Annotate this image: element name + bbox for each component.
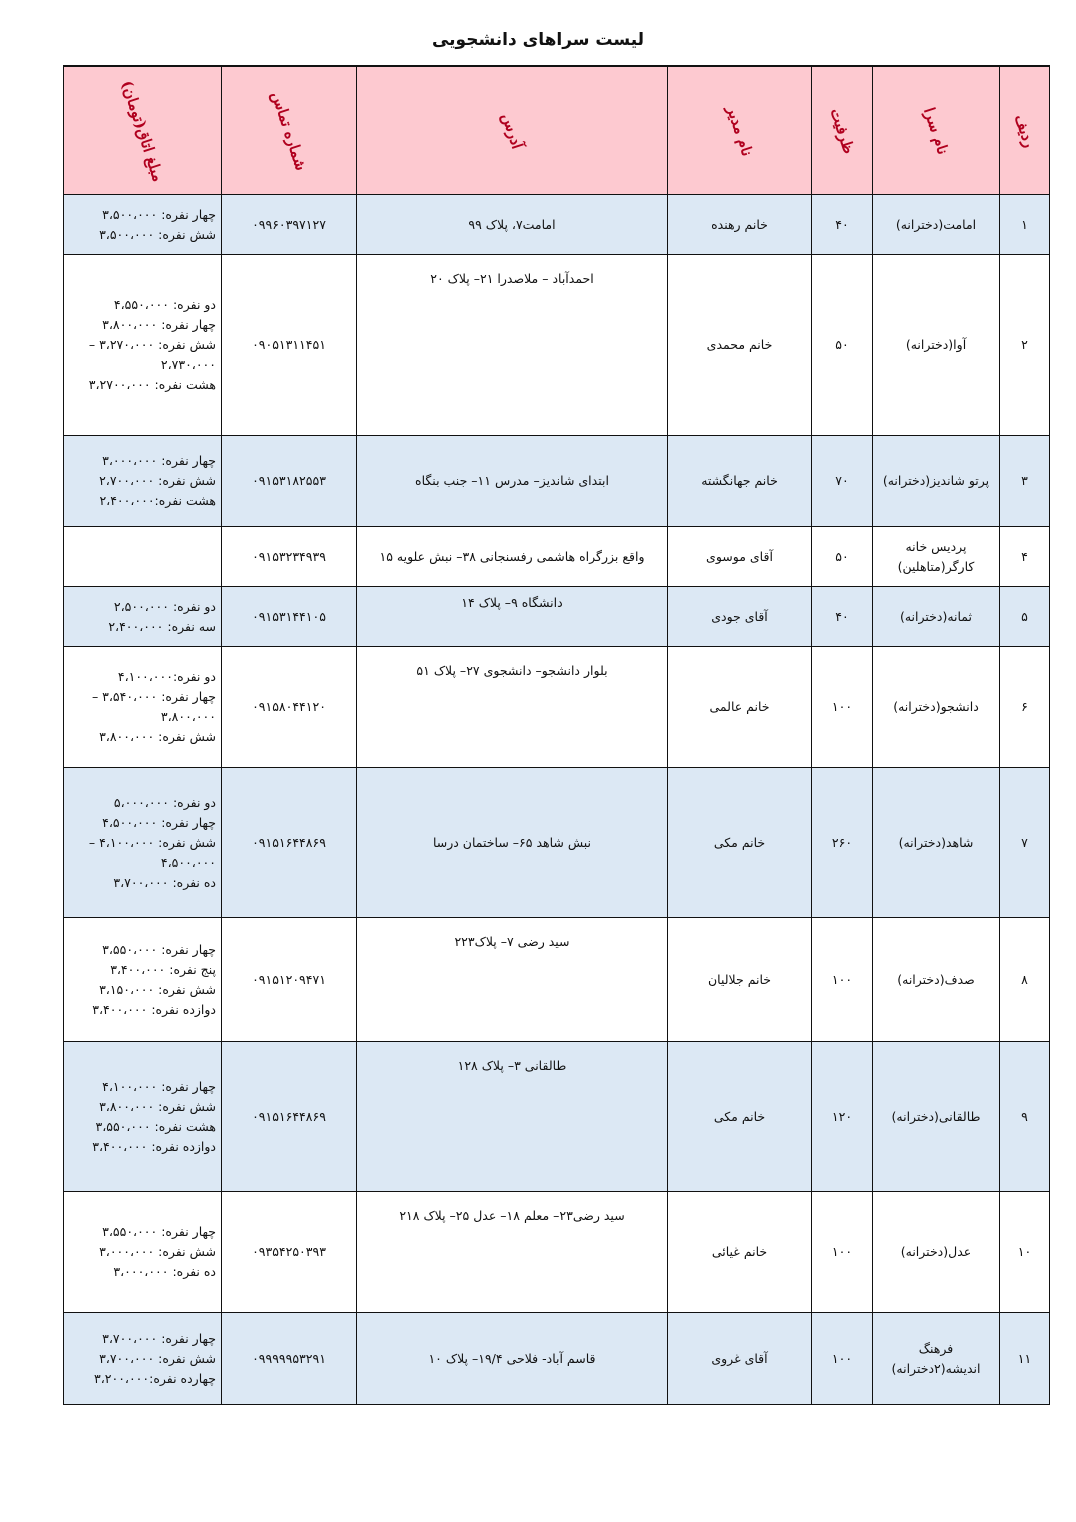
manager-cell: آقای موسوی	[668, 527, 812, 587]
row-number-cell: ۸	[1000, 918, 1050, 1042]
hostel-name-cell: طالقانی(دخترانه)	[873, 1042, 1000, 1192]
header-name-cell	[873, 66, 1000, 195]
price-cell	[64, 1042, 222, 1192]
manager-cell: آقای غروی	[668, 1313, 812, 1405]
price-line: چهار نفره: ۳،۵۴۰،۰۰۰ –	[91, 689, 216, 704]
price-line: شش نفره: ۳،۸۰۰،۰۰۰	[99, 1098, 216, 1114]
price-line: شش نفره: ۳،۷۰۰،۰۰۰	[99, 1350, 216, 1366]
row-number-cell: ۳	[1000, 436, 1050, 527]
table-row	[64, 195, 1050, 255]
phone-cell: ۰۹۹۹۹۹۵۳۲۹۱	[222, 1313, 357, 1405]
phone-cell: ۰۹۰۵۱۳۱۱۴۵۱	[222, 255, 357, 436]
header-address: آدرس	[497, 110, 527, 151]
hostel-name-cell: پرتو شاندیز(دخترانه)	[873, 436, 1000, 527]
address-cell: احمدآباد – ملاصدرا ۲۱– پلاک ۲۰	[357, 255, 668, 436]
address-cell: ابتدای شاندیز– مدرس ۱۱– جنب بنگاه	[357, 436, 668, 527]
page-title: لیست سراهای دانشجویی	[431, 30, 645, 50]
capacity-cell: ۱۰۰	[812, 647, 873, 768]
price-line: ده نفره: ۳،۰۰۰،۰۰۰	[113, 1264, 216, 1279]
price-line: چهار نفره: ۳،۵۵۰،۰۰۰	[102, 941, 216, 957]
phone-cell: ۰۹۱۵۳۲۳۴۹۳۹	[222, 527, 357, 587]
price-line: شش نفره: ۴،۱۰۰،۰۰۰ –	[88, 834, 216, 850]
table-row	[64, 768, 1050, 918]
table-row	[64, 1192, 1050, 1313]
row-number-cell: ۱۰	[1000, 1192, 1050, 1313]
row-number-cell: ۹	[1000, 1042, 1050, 1192]
hostel-name-cell: آوا(دخترانه)	[873, 255, 1000, 436]
price-line: شش نفره: ۳،۰۰۰،۰۰۰	[99, 1244, 216, 1259]
row-number-cell: ۶	[1000, 647, 1050, 768]
price-line: دوازده نفره: ۳،۴۰۰،۰۰۰	[92, 1001, 216, 1017]
price-line: چهار نفره: ۳،۵۵۰،۰۰۰	[102, 1224, 216, 1239]
price-line: دو نفره:۴،۱۰۰،۰۰۰	[117, 669, 216, 684]
hostel-name-cell: دانشجو(دخترانه)	[873, 647, 1000, 768]
row-number-cell: ۲	[1000, 255, 1050, 436]
address-cell: سید رضی۲۳– معلم ۱۸– عدل ۲۵– پلاک ۲۱۸	[357, 1192, 668, 1313]
manager-cell: خانم مکی	[668, 1042, 812, 1192]
table-row	[64, 1042, 1050, 1192]
price-line: چهار نفره: ۴،۱۰۰،۰۰۰	[102, 1078, 216, 1094]
row-number-cell: ۵	[1000, 587, 1050, 647]
table-row	[64, 918, 1050, 1042]
table-body	[64, 195, 1050, 1405]
header-capacity: ظرفیت	[826, 105, 858, 156]
address-cell: طالقانی ۳– پلاک ۱۲۸	[357, 1042, 668, 1192]
capacity-cell: ۱۲۰	[812, 1042, 873, 1192]
hostels-table	[63, 65, 1050, 1405]
manager-cell: خانم جهانگشته	[668, 436, 812, 527]
header-manager: نام مدیر	[722, 103, 757, 158]
manager-cell: خانم مکی	[668, 768, 812, 918]
hostel-name-cell: امامت(دخترانه)	[873, 195, 1000, 255]
address-cell: دانشگاه ۹– پلاک ۱۴	[357, 587, 668, 647]
table-row	[64, 1313, 1050, 1405]
manager-cell: خانم جلالیان	[668, 918, 812, 1042]
hostel-name-cell: فرهنگ اندیشه(۲دخترانه)	[873, 1313, 1000, 1405]
price-line: شش نفره: ۳،۲۷۰،۰۰۰ –	[88, 337, 216, 352]
phone-cell: ۰۹۳۵۴۲۵۰۳۹۳	[222, 1192, 357, 1313]
capacity-cell: ۵۰	[812, 255, 873, 436]
price-cell	[64, 255, 222, 436]
table-row	[64, 647, 1050, 768]
address-cell: قاسم آباد- فلاحی ۱۹/۴– پلاک ۱۰	[357, 1313, 668, 1405]
phone-cell: ۰۹۱۵۳۱۸۲۵۵۳	[222, 436, 357, 527]
price-cell	[64, 1192, 222, 1313]
hostel-name-cell: صدف(دخترانه)	[873, 918, 1000, 1042]
price-cell	[64, 587, 222, 647]
price-line: دو نفره: ۴،۵۵۰،۰۰۰	[113, 297, 216, 312]
phone-cell: ۰۹۱۵۳۱۴۴۱۰۵	[222, 587, 357, 647]
table-row	[64, 527, 1050, 587]
address-cell: سید رضی ۷– پلاک۲۲۳	[357, 918, 668, 1042]
hostel-name-cell: شاهد(دخترانه)	[873, 768, 1000, 918]
manager-cell: خانم رهنده	[668, 195, 812, 255]
capacity-cell: ۵۰	[812, 527, 873, 587]
price-cell	[64, 527, 222, 587]
price-line: هشت نفره: ۳،۲۷۰۰،۰۰۰	[88, 377, 216, 392]
price-line: سه نفره: ۲،۴۰۰،۰۰۰	[108, 618, 216, 634]
capacity-cell: ۲۶۰	[812, 768, 873, 918]
price-line: شش نفره: ۳،۸۰۰،۰۰۰	[99, 729, 216, 744]
capacity-cell: ۱۰۰	[812, 1313, 873, 1405]
price-line: پنج نفره: ۳،۴۰۰،۰۰۰	[110, 961, 216, 977]
price-line: چهارده نفره:۳،۲۰۰،۰۰۰	[94, 1370, 216, 1386]
manager-cell: خانم محمدی	[668, 255, 812, 436]
price-line: دوازده نفره: ۳،۴۰۰،۰۰۰	[92, 1138, 216, 1154]
capacity-cell: ۱۰۰	[812, 918, 873, 1042]
price-line: چهار نفره: ۳،۷۰۰،۰۰۰	[102, 1330, 216, 1346]
price-line: دو نفره: ۲،۵۰۰،۰۰۰	[113, 598, 216, 614]
price-line: هشت نفره: ۳،۵۵۰،۰۰۰	[95, 1118, 216, 1134]
header-phone-cell	[222, 66, 357, 195]
table-row	[64, 587, 1050, 647]
price-line: دو نفره: ۵،۰۰۰،۰۰۰	[113, 794, 216, 810]
hostel-name-cell: پردیس خانه کارگر(متاهلین)	[873, 527, 1000, 587]
phone-cell: ۰۹۹۶۰۳۹۷۱۲۷	[222, 195, 357, 255]
header-price-cell	[64, 66, 222, 195]
header-phone: شماره تماس	[267, 88, 311, 173]
price-line: شش نفره: ۳،۵۰۰،۰۰۰	[99, 226, 216, 242]
price-cell	[64, 1313, 222, 1405]
header-row	[64, 66, 1050, 195]
price-line: شش نفره: ۲،۷۰۰،۰۰۰	[99, 473, 216, 488]
header-row-no-cell	[1000, 66, 1050, 195]
address-cell: نبش شاهد ۶۵– ساختمان درسا	[357, 768, 668, 918]
phone-cell: ۰۹۱۵۸۰۴۴۱۲۰	[222, 647, 357, 768]
price-line: چهار نفره: ۴،۵۰۰،۰۰۰	[102, 814, 216, 830]
price-line: ده نفره: ۳،۷۰۰،۰۰۰	[113, 874, 216, 890]
price-cell	[64, 647, 222, 768]
hostel-name-cell: ثمانه(دخترانه)	[873, 587, 1000, 647]
price-line: ۴،۵۰۰،۰۰۰	[160, 854, 216, 870]
phone-cell: ۰۹۱۵۱۶۴۴۸۶۹	[222, 1042, 357, 1192]
table-row	[64, 255, 1050, 436]
phone-cell: ۰۹۱۵۱۶۴۴۸۶۹	[222, 768, 357, 918]
price-line: شش نفره: ۳،۱۵۰،۰۰۰	[99, 981, 216, 997]
price-line: ۳،۸۰۰،۰۰۰	[160, 709, 216, 724]
price-cell	[64, 436, 222, 527]
phone-cell: ۰۹۱۵۱۲۰۹۴۷۱	[222, 918, 357, 1042]
manager-cell: خانم غیائی	[668, 1192, 812, 1313]
hostel-name-cell: عدل(دخترانه)	[873, 1192, 1000, 1313]
address-cell: امامت۷، پلاک ۹۹	[357, 195, 668, 255]
header-manager-cell	[668, 66, 812, 195]
price-line: چهار نفره: ۳،۸۰۰،۰۰۰	[102, 317, 216, 332]
row-number-cell: ۱	[1000, 195, 1050, 255]
header-row-no: ردیف	[1010, 111, 1039, 150]
capacity-cell: ۴۰	[812, 195, 873, 255]
header-capacity-cell	[812, 66, 873, 195]
row-number-cell: ۱۱	[1000, 1313, 1050, 1405]
capacity-cell: ۷۰	[812, 436, 873, 527]
row-number-cell: ۴	[1000, 527, 1050, 587]
manager-cell: خانم عالمی	[668, 647, 812, 768]
table-row	[64, 436, 1050, 527]
capacity-cell: ۱۰۰	[812, 1192, 873, 1313]
address-cell: بلوار دانشجو– دانشجوی ۲۷– پلاک ۵۱	[357, 647, 668, 768]
header-address-cell	[357, 66, 668, 195]
price-line: چهار نفره: ۳،۰۰۰،۰۰۰	[102, 453, 216, 468]
price-line: ۲،۷۳۰،۰۰۰	[160, 357, 216, 372]
price-cell	[64, 918, 222, 1042]
header-name: نام سرا	[919, 104, 953, 157]
header-price: مبلغ اتاق(تومان)	[117, 77, 168, 184]
manager-cell: آقای جودی	[668, 587, 812, 647]
row-number-cell: ۷	[1000, 768, 1050, 918]
capacity-cell: ۴۰	[812, 587, 873, 647]
price-line: چهار نفره: ۳،۵۰۰،۰۰۰	[102, 206, 216, 222]
price-line: هشت نفره:۲،۴۰۰،۰۰۰	[99, 493, 216, 508]
address-cell: واقع بزرگراه هاشمی رفسنجانی ۳۸– نبش علویه ۱۵	[357, 527, 668, 587]
price-cell	[64, 195, 222, 255]
price-cell	[64, 768, 222, 918]
